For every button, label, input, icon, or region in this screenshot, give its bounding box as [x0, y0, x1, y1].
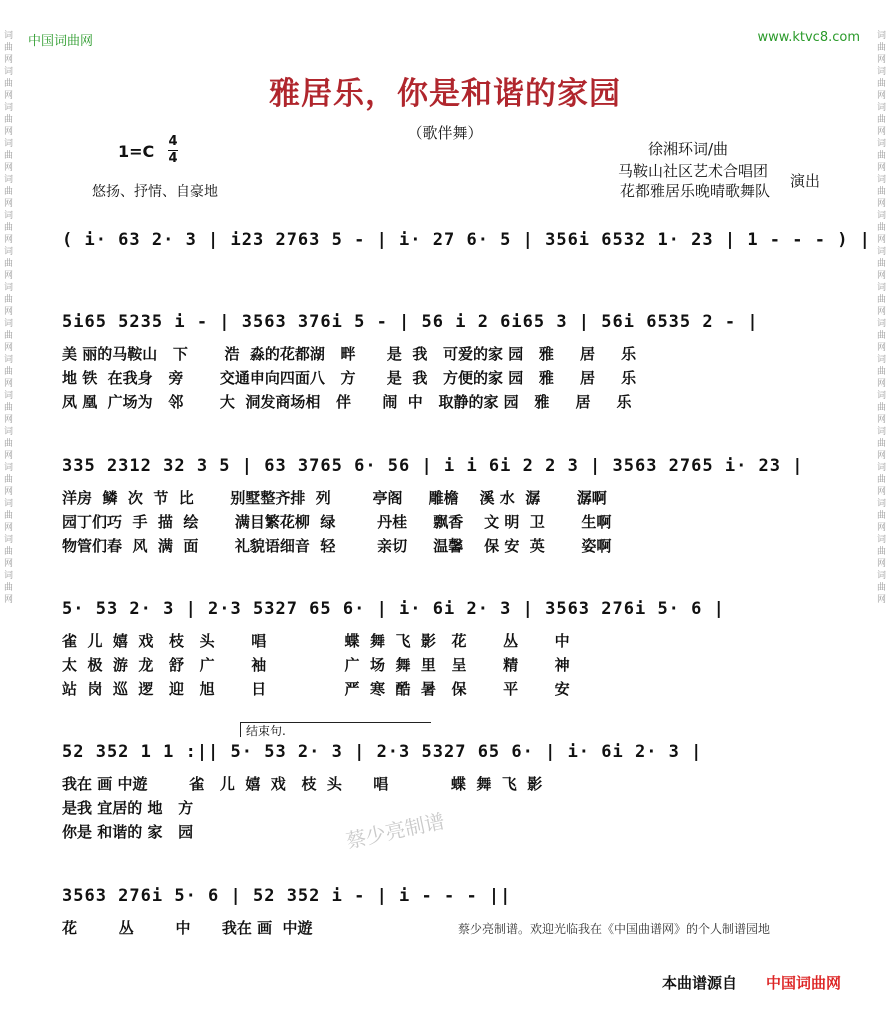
- lyric-line-4-verse-3: 站 岗 巡 逻 迎 旭 日 严 寒 酷 暑 保 平 安: [62, 680, 570, 698]
- lyric-line-5-verse-2: 是我 宜居的 地 方: [62, 799, 194, 817]
- source-label: 本曲谱源自: [662, 974, 738, 992]
- lyric-line-3-verse-2: 园丁们巧 手 描 绘 满目繁花柳 绿 丹桂 飘香 文 明 卫 生啊: [62, 513, 612, 531]
- lyric-line-4-verse-2: 太 极 游 龙 舒 广 袖 广 场 舞 里 呈 精 神: [62, 656, 570, 674]
- score-line-2: 5i65 5235 i - | 3563 376i 5 - | 56 i 2 6i65 3 | 56i 6535 2 - |: [62, 312, 759, 332]
- time-signature-top: 4: [168, 134, 178, 149]
- song-title: 雅居乐，你是和谐的家园: [269, 76, 621, 112]
- credit-perform: 演出: [790, 172, 821, 190]
- credit-choir: 马鞍山社区艺术合唱团: [618, 162, 769, 180]
- lyric-line-6-verse-1: 花 丛 中 我在 画 中遊: [62, 919, 313, 937]
- score-line-3: 335 2312 32 3 5 | 63 3765 6· 56 | i i 6i 2 2 3 | 3563 2765 i· 23 |: [62, 456, 804, 476]
- time-signature: [168, 134, 178, 167]
- score-line-4: 5· 53 2· 3 | 2·3 5327 65 6· | i· 6i 2· 3 | 3563 276i 5· 6 |: [62, 599, 725, 619]
- lyric-line-5-verse-3: 你是 和谐的 家 园: [62, 823, 194, 841]
- site-name-left[interactable]: 中国词曲网: [28, 34, 94, 49]
- ending-label: 结束句.: [246, 724, 286, 738]
- score-line-6: 3563 276i 5· 6 | 52 352 i - | i - - - ||: [62, 886, 512, 906]
- left-edge-watermark: 词曲网词曲网词曲网词曲网词曲网词曲网词曲网词曲网词曲网词曲网词曲网词曲网词曲网词曲网词曲网词曲网: [4, 31, 14, 605]
- lyric-line-2-verse-2: 地 铁 在我身 旁 交通申向四面八 方 是 我 方便的家 园 雅 居 乐: [62, 369, 637, 387]
- right-edge-watermark: 词曲网词曲网词曲网词曲网词曲网词曲网词曲网词曲网词曲网词曲网词曲网词曲网词曲网词曲网词曲网词曲网: [876, 31, 886, 605]
- score-line-5: 52 352 1 1 :|| 5· 53 2· 3 | 2·3 5327 65 6· | i· 6i 2· 3 |: [62, 742, 703, 762]
- mood-marking: 悠扬、抒情、自豪地: [92, 184, 218, 200]
- credit-dance-troupe: 花都雅居乐晚晴歌舞队: [620, 182, 771, 200]
- lyric-line-5-verse-1: 我在 画 中遊 雀 儿 嬉 戏 枝 头 唱 蝶 舞 飞 影: [62, 775, 543, 793]
- arranger-note: 蔡少亮制谱。欢迎光临我在《中国曲谱网》的个人制谱园地: [458, 922, 771, 936]
- lyric-line-3-verse-3: 物管们春 风 满 面 礼貌语细音 轻 亲切 温馨 保 安 英 姿啊: [62, 537, 612, 555]
- arranger-watermark: 蔡少亮制谱: [343, 808, 447, 854]
- lyric-line-2-verse-3: 凤 凰 广场为 邻 大 洞发商场相 伴 闹 中 取静的家 园 雅 居 乐: [62, 393, 632, 411]
- time-signature-bottom: 4: [168, 151, 178, 166]
- source-site-link[interactable]: 中国词曲网: [766, 974, 842, 992]
- key-signature: 1=C: [118, 142, 155, 161]
- song-genre: （歌伴舞）: [407, 124, 483, 142]
- lyric-line-4-verse-1: 雀 儿 嬉 戏 枝 头 唱 蝶 舞 飞 影 花 丛 中: [62, 632, 570, 650]
- site-url-right[interactable]: www.ktvc8.com: [757, 30, 860, 45]
- score-line-1: ( i· 63 2· 3 | i23 2763 5 - | i· 27 6· 5 | 356i 6532 1· 23 | 1 - - - ) |: [62, 230, 871, 250]
- lyric-line-3-verse-1: 洋房 鳞 次 节 比 别墅整齐排 列 亭阁 雕檐 溪 水 潺 潺啊: [62, 489, 607, 507]
- lyric-line-2-verse-1: 美 丽的马鞍山 下 浩 淼的花都湖 畔 是 我 可爱的家 园 雅 居 乐: [62, 345, 637, 363]
- credit-writer: 徐湘环词/曲: [648, 140, 729, 158]
